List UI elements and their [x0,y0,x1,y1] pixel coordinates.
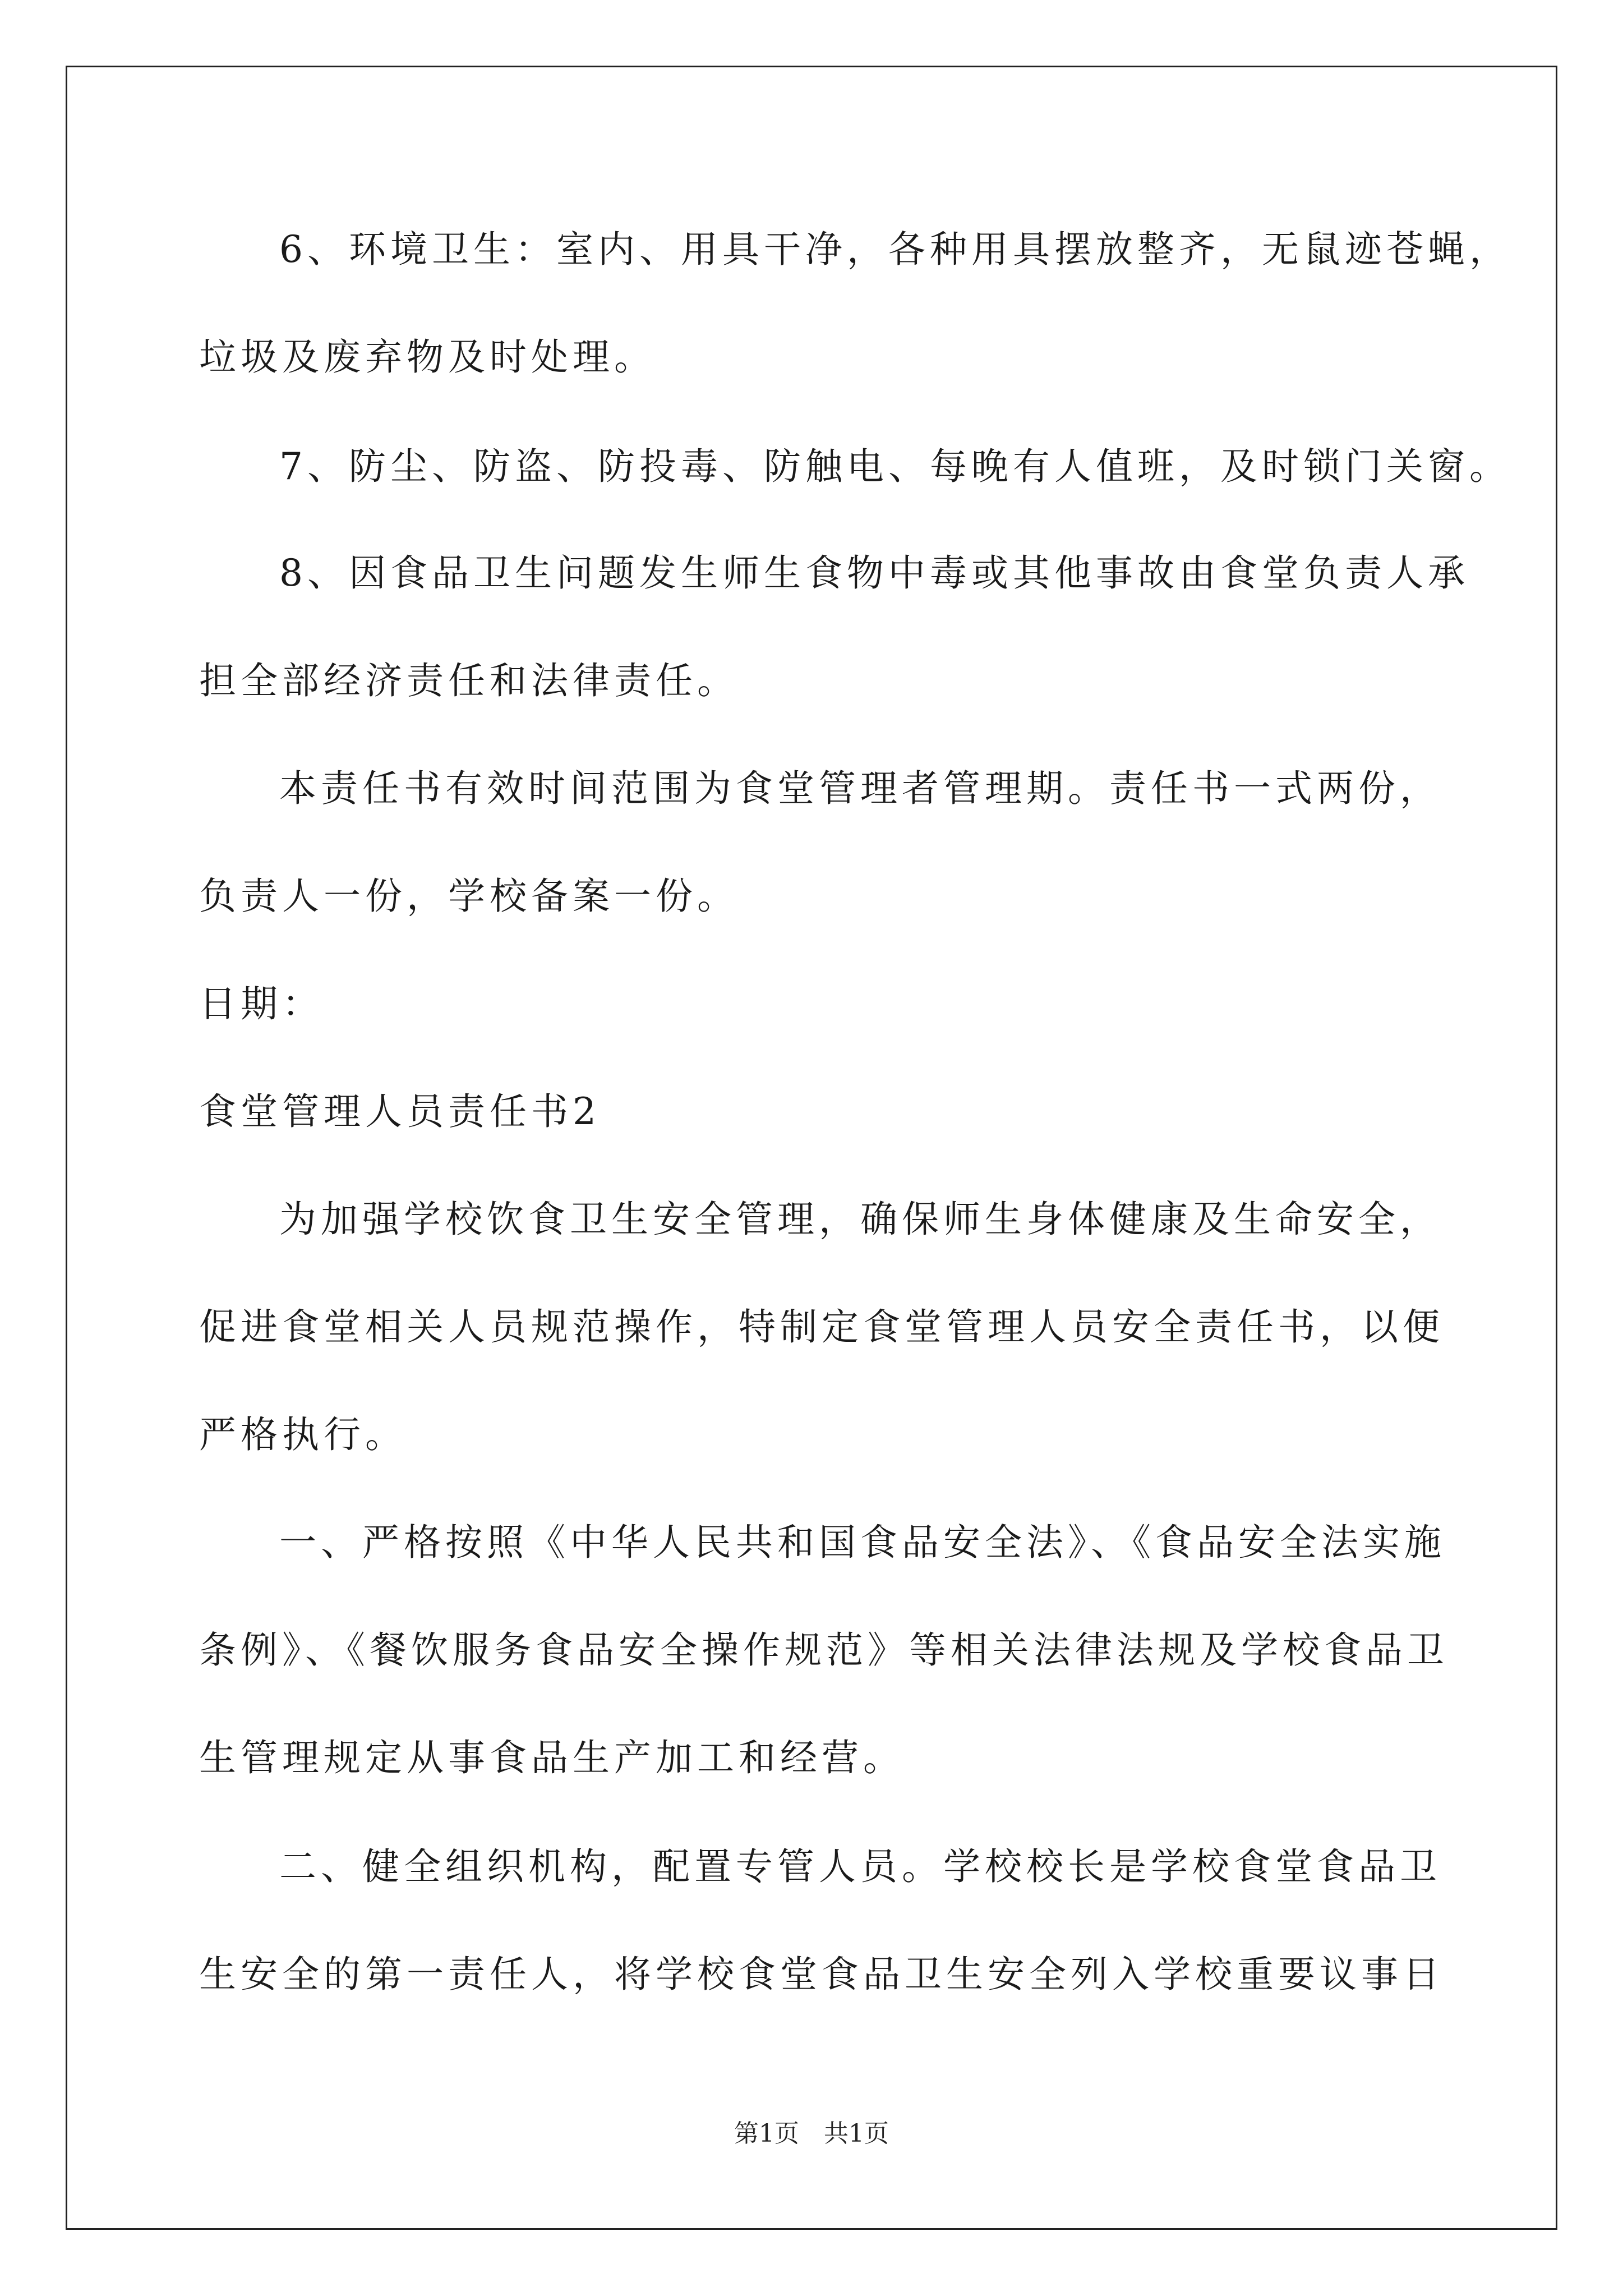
page-border [66,66,1557,2230]
section-title: 食堂管理人员责任书2 [199,1090,601,1133]
clause-2-line-2: 生安全的第一责任人，将学校食堂食品卫生安全列入学校重要议事日 [199,1953,1444,1996]
date-label: 日期： [199,982,324,1025]
validity-paragraph-line-1: 本责任书有效时间范围为食堂管理者管理期。责任书一式两份， [279,767,1441,810]
clause-2-line-1: 二、健全组织机构，配置专管人员。学校校长是学校食堂食品卫 [279,1845,1441,1888]
intro-paragraph-line-3: 严格执行。 [199,1413,407,1456]
intro-paragraph-line-2: 促进食堂相关人员规范操作，特制定食堂管理人员安全责任书，以便 [199,1305,1444,1349]
clause-1-line-3: 生管理规定从事食品生产加工和经营。 [199,1736,905,1779]
paragraph-8-line-1: 8、因食品卫生问题发生师生食物中毒或其他事故由食堂负责人承 [279,551,1469,595]
paragraph-7-line-1: 7、防尘、防盗、防投毒、防触电、每晚有人值班，及时锁门关窗。 [279,445,1511,488]
paragraph-8-line-2: 担全部经济责任和法律责任。 [199,659,739,702]
paragraph-6-line-1: 6、环境卫生：室内、用具干净，各种用具摆放整齐，无鼠迹苍蝇， [279,228,1511,271]
paragraph-6-line-2: 垃圾及废弃物及时处理。 [199,335,656,379]
clause-1-line-2: 条例》、《餐饮服务食品安全操作规范》等相关法律法规及学校食品卫 [199,1628,1449,1672]
intro-paragraph-line-1: 为加强学校饮食卫生安全管理，确保师生身体健康及生命安全， [279,1198,1441,1241]
page-footer: 第1页 共1页 [734,2119,889,2148]
validity-paragraph-line-2: 负责人一份，学校备案一份。 [199,875,739,918]
clause-1-line-1: 一、严格按照《中华人民共和国食品安全法》、《食品安全法实施 [279,1521,1446,1564]
